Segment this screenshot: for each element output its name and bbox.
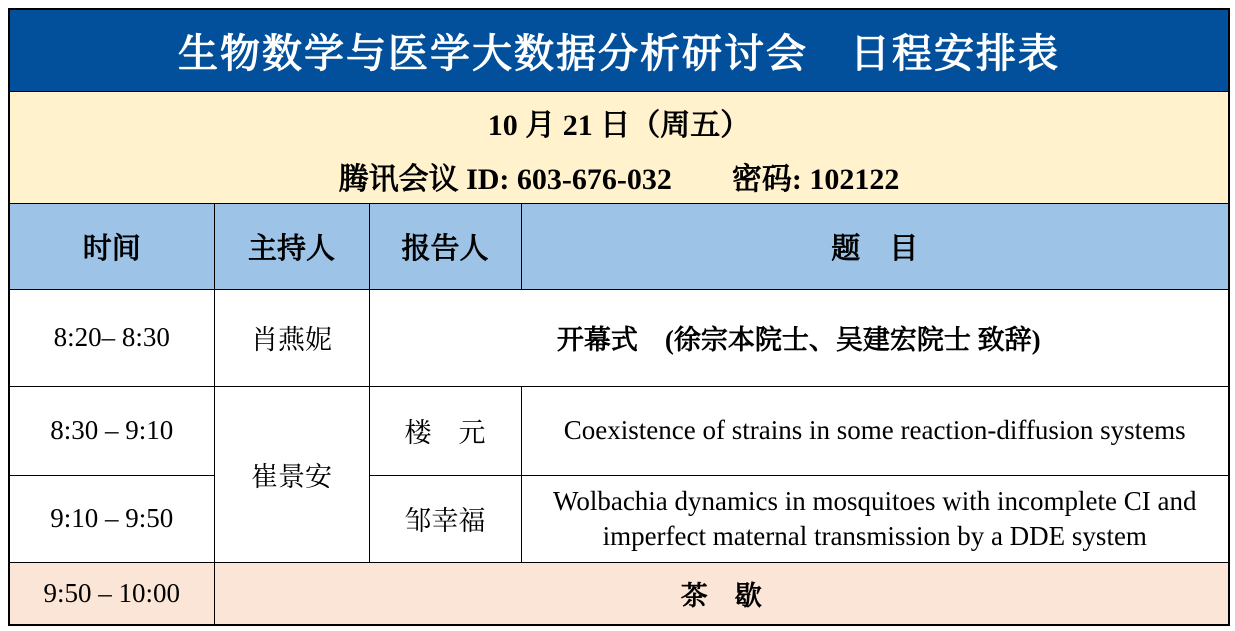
talk-title: Coexistence of strains in some reaction-diffusion systems: [521, 386, 1229, 475]
time-cell: 8:30 – 9:10: [9, 386, 214, 475]
date-cell: [9, 91, 1229, 203]
col-header-time: 时间: [9, 203, 214, 289]
time-cell: 8:20– 8:30: [9, 289, 214, 386]
title-row: [9, 9, 1229, 91]
table-row: [9, 475, 1229, 562]
col-header-speaker: 报告人: [369, 203, 521, 289]
col-header-topic: 题 目: [521, 203, 1229, 289]
column-header-row: [9, 203, 1229, 289]
opening-ceremony-cell: 开幕式 (徐宗本院士、吴建宏院士 致辞): [369, 289, 1229, 386]
date-row: [9, 91, 1229, 203]
speaker-name: 邹幸福: [369, 475, 521, 562]
speaker-name: 楼 元: [369, 386, 521, 475]
meeting-info-text: 腾讯会议 ID: 603-676-032 密码: 102122: [338, 163, 900, 196]
table-row: [9, 289, 1229, 386]
host-name: 崔景安: [214, 386, 369, 562]
time-cell: 9:50 – 10:00: [9, 562, 214, 625]
col-header-host: 主持人: [214, 203, 369, 289]
host-name: 肖燕妮: [214, 289, 369, 386]
schedule-table: [8, 8, 1230, 626]
talk-title: Wolbachia dynamics in mosquitoes with incomplete CI and imperfect maternal transmission by a DDE system: [521, 475, 1229, 562]
tea-break-cell: 茶 歇: [214, 562, 1229, 625]
time-cell: 9:10 – 9:50: [9, 475, 214, 562]
tea-break-row: [9, 562, 1229, 625]
page-title: 生物数学与医学大数据分析研讨会 日程安排表: [9, 9, 1229, 91]
table-row: [9, 386, 1229, 475]
date-text: 10 月 21 日（周五）: [487, 109, 751, 142]
